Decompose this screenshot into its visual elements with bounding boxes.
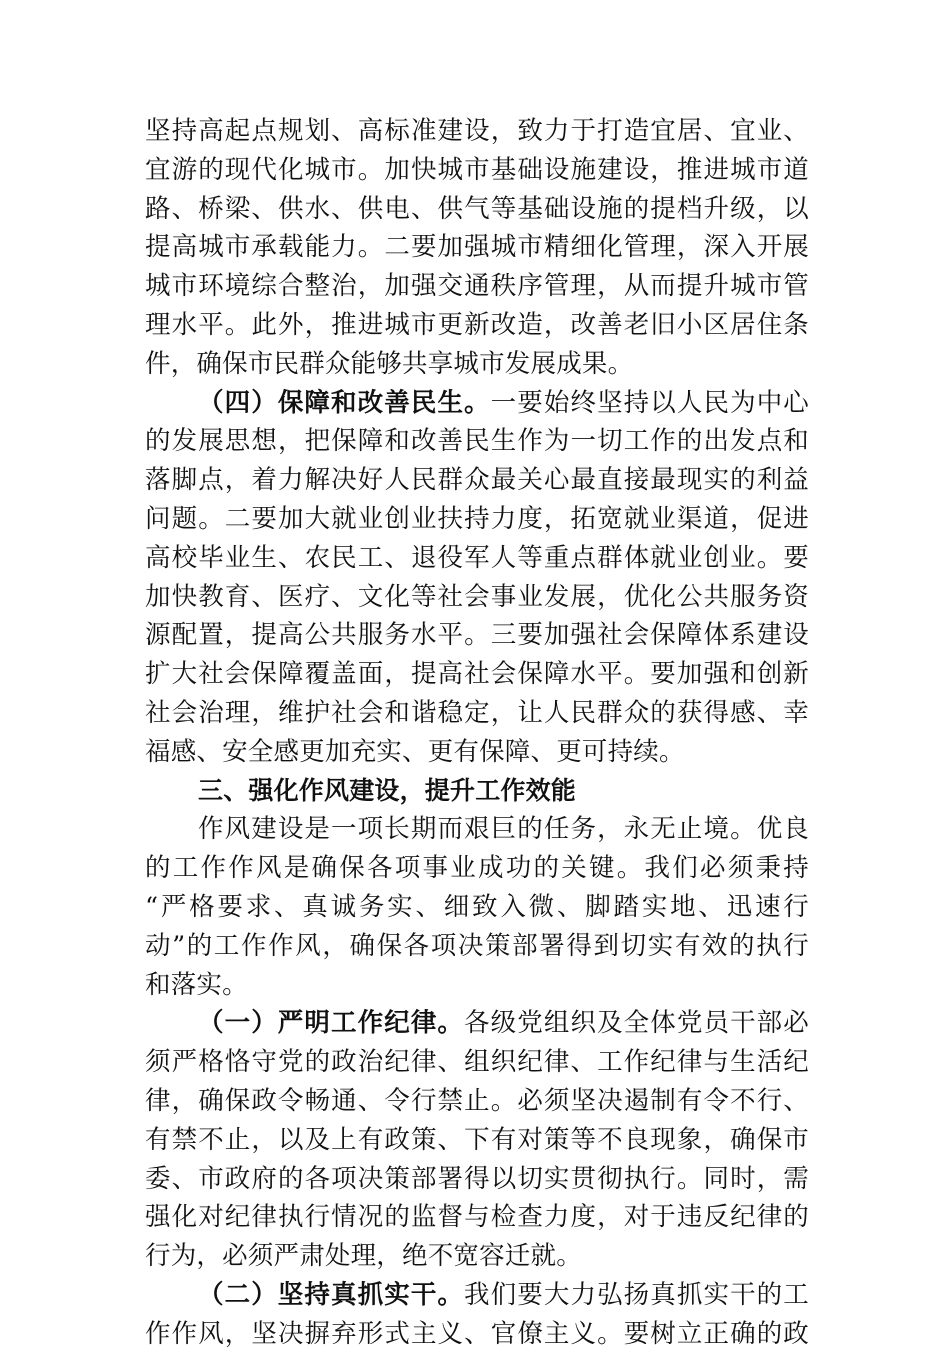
- text-line: 福感、安全感更加充实、更有保障、更可持续。: [145, 736, 685, 767]
- text-line: 高校毕业生、农民工、退役军人等重点群体就业创业。要: [145, 542, 809, 573]
- text-line: 的发展思想，把保障和改善民生作为一切工作的出发点和: [145, 426, 809, 457]
- text-line: 坚持高起点规划、高标准建设，致力于打造宜居、宜业、: [145, 116, 809, 146]
- text-line: 动”的工作作风，确保各项决策部署得到切实有效的执行: [145, 930, 809, 961]
- text-line-first: 作风建设是一项长期而艰巨的任务，永无止境。优良: [198, 814, 809, 845]
- paragraph-livelihood: [145, 384, 809, 772]
- text-line: 加快教育、医疗、文化等社会事业发展，优化公共服务资: [145, 581, 809, 612]
- text-line: “严格要求、真诚务实、细致入微、脚踏实地、迅速行: [145, 891, 809, 922]
- paragraph-work-style: [145, 810, 809, 1004]
- subsection-title: （四）保障和改善民生。: [198, 387, 491, 418]
- text-line: 件，确保市民群众能够共享城市发展成果。: [145, 348, 634, 379]
- text-line: 有禁不止，以及上有政策、下有对策等不良现象，确保市: [145, 1124, 809, 1155]
- paragraph-city-construction: [145, 112, 809, 384]
- text-line: 作作风，坚决摒弃形式主义、官僚主义。要树立正确的政: [145, 1318, 809, 1349]
- text-line-first: [145, 1276, 809, 1315]
- section-title: 三、强化作风建设，提升工作效能: [198, 775, 577, 805]
- text-line: 委、市政府的各项决策部署得以切实贯彻执行。同时，需: [145, 1163, 809, 1194]
- text-line: 扩大社会保障覆盖面，提高社会保障水平。要加强和创新: [145, 659, 809, 690]
- text-run: 各级党组织及全体党员干部必: [464, 1008, 809, 1039]
- text-line: 和落实。: [145, 969, 248, 1000]
- text-line: 宜游的现代化城市。加快城市基础设施建设，推进城市道: [145, 154, 809, 185]
- text-line: 强化对纪律执行情况的监督与检查力度，对于违反纪律的: [145, 1202, 809, 1233]
- paragraph-discipline: [145, 1004, 809, 1276]
- text-line: 行为，必须严肃处理，绝不宽容迁就。: [145, 1241, 582, 1272]
- section-heading: [145, 772, 809, 811]
- text-line-first: [145, 1004, 809, 1043]
- paragraph-real-work: [145, 1276, 809, 1354]
- text-line: 的工作作风是确保各项事业成功的关键。我们必须秉持: [145, 853, 809, 884]
- text-line: 须严格恪守党的政治纪律、组织纪律、工作纪律与生活纪: [145, 1047, 809, 1078]
- text-line: 问题。二要加大就业创业扶持力度，拓宽就业渠道，促进: [145, 503, 809, 534]
- subsection-title: （一）严明工作纪律。: [198, 1008, 465, 1039]
- text-line: 社会治理，维护社会和谐稳定，让人民群众的获得感、幸: [145, 697, 809, 728]
- document-body: [145, 112, 809, 1354]
- text-line: 提高城市承载能力。二要加强城市精细化管理，深入开展: [145, 232, 809, 263]
- text-line: 理水平。此外，推进城市更新改造，改善老旧小区居住条: [145, 309, 809, 340]
- text-line-first: [145, 384, 809, 423]
- text-line: 路、桥梁、供水、供电、供气等基础设施的提档升级，以: [145, 193, 809, 224]
- text-line: 律，确保政令畅通、令行禁止。必须坚决遏制有令不行、: [145, 1085, 809, 1116]
- text-line: 城市环境综合整治，加强交通秩序管理，从而提升城市管: [145, 271, 809, 302]
- text-line: 落脚点，着力解决好人民群众最关心最直接最现实的利益: [145, 465, 809, 496]
- text-line: 源配置，提高公共服务水平。三要加强社会保障体系建设: [145, 620, 809, 651]
- subsection-title: （二）坚持真抓实干。: [198, 1279, 465, 1310]
- text-run: 一要始终坚持以人民为中心: [490, 387, 810, 418]
- text-run: 我们要大力弘扬真抓实干的工: [464, 1279, 809, 1310]
